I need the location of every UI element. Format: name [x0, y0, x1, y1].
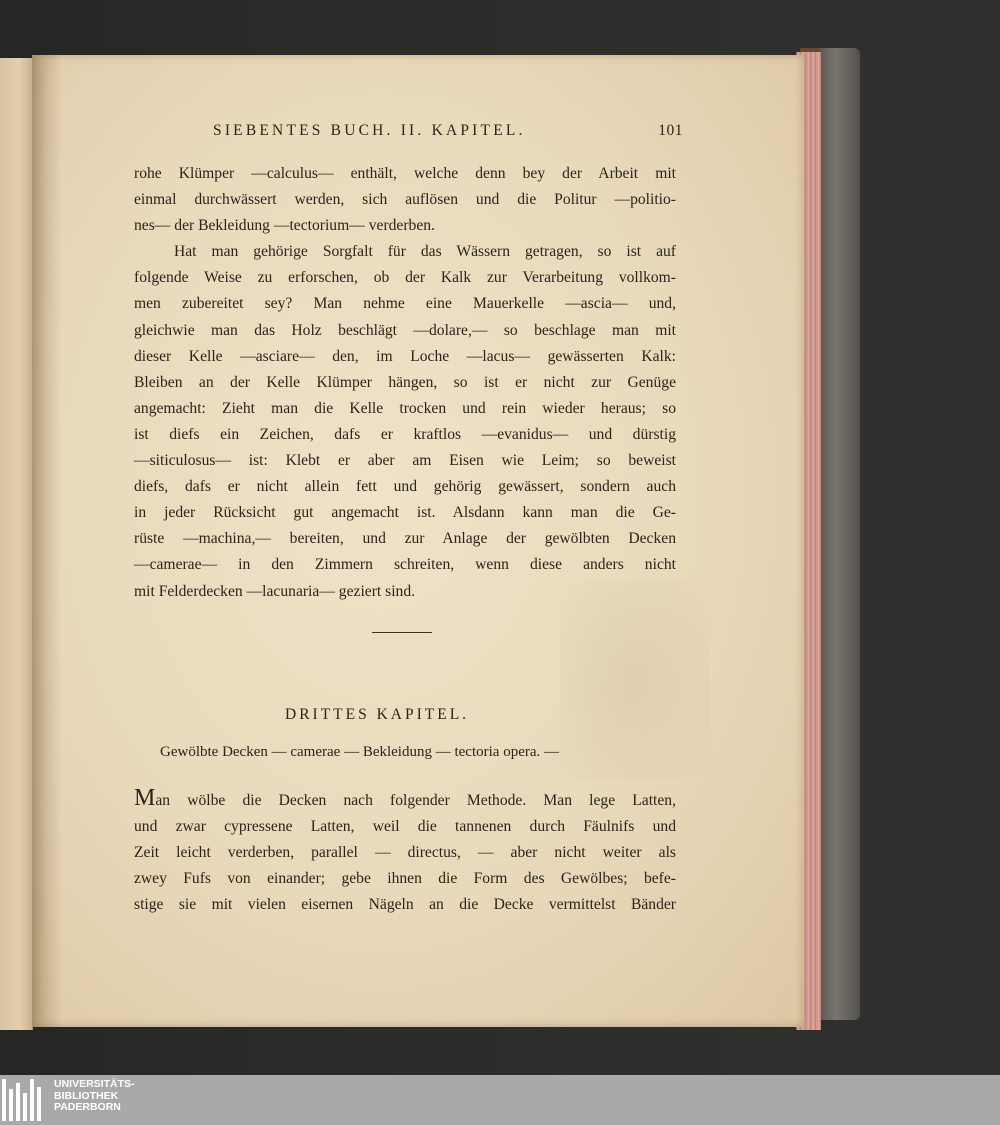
text-line: zwey Fufs von einander; gebe ihnen die Form des Gewölbes; befe- — [134, 870, 676, 888]
library-line-1: UNIVERSITÄTS- — [54, 1078, 135, 1090]
book-cover — [820, 48, 860, 1020]
left-page-edge — [0, 58, 33, 1030]
paragraph-1 — [134, 161, 676, 605]
university-library-bars-logo-icon — [2, 1079, 48, 1121]
text-line: Hat man gehörige Sorgfalt für das Wässern getragen, so ist auf — [174, 243, 676, 261]
text-line: stige sie mit vielen eisernen Nägeln an die Decke vermittelst Bänder — [134, 896, 676, 914]
paragraph-2 — [134, 785, 676, 918]
gutter-shadow — [32, 55, 62, 1027]
text-line: dieser Kelle —asciare— den, im Loche —lacus— gewässerten Kalk: — [134, 347, 676, 365]
running-head — [213, 122, 683, 144]
text-line: ist diefs ein Zeichen, dafs er kraftlos —evanidus— und dürstig — [134, 425, 676, 443]
footer-bar — [0, 1075, 1000, 1125]
text-line: in jeder Rücksicht gut angemacht ist. Alsdann kann man die Ge- — [134, 504, 676, 522]
text-line-rest: an wölbe die Decken nach folgender Methode. Man lege Latten, — [155, 792, 676, 809]
text-line: folgende Weise zu erforschen, ob der Kalk zur Verarbeitung vollkom- — [134, 269, 676, 287]
drop-cap: M — [134, 785, 156, 811]
text-line: Bleiben an der Kelle Klümper hängen, so ist er nicht zur Genüge — [134, 373, 676, 391]
text-line: —camerae— in den Zimmern schreiten, wenn diese anders nicht — [134, 556, 676, 574]
text-line: einmal durchwässert werden, sich auflösen und die Politur —politio- — [134, 191, 676, 209]
library-line-2: BIBLIOTHEK — [54, 1089, 119, 1102]
chapter-subtitle: Gewölbte Decken — camerae — Bekleidung — tectoria opera. — — [160, 744, 560, 760]
text-line: rüste —machina,— bereiten, und zur Anlage der gewölbten Decken — [134, 530, 676, 548]
text-line: —siticulosus— ist: Klebt er aber am Eisen wie Leim; so beweist — [134, 452, 676, 470]
running-title: SIEBENTES BUCH. II. KAPITEL. — [213, 122, 526, 139]
text-line: rohe Klümper —calculus— enthält, welche denn bey der Arbeit mit — [134, 165, 676, 182]
library-line-3: PADERBORN — [54, 1101, 121, 1113]
text-line: men zubereitet sey? Man nehme eine Mauerkelle —ascia— und, — [134, 295, 676, 313]
text-line: gleichwie man das Holz beschlägt —dolare,— so beschlage man mit — [134, 321, 676, 339]
library-logo-text — [54, 1079, 135, 1114]
text-line: nes— der Bekleidung —tectorium— verderben. — [134, 217, 435, 235]
page-number: 101 — [658, 122, 683, 139]
text-line: mit Felderdecken —lacunaria— geziert sind. — [134, 582, 416, 600]
text-line-first — [134, 785, 676, 814]
section-divider — [372, 632, 432, 633]
text-line: und zwar cypressene Latten, weil die tannenen durch Fäulnifs und — [134, 818, 676, 836]
text-line: diefs, dafs er nicht allein fett und gehörig gewässert, sondern auch — [134, 478, 676, 496]
chapter-heading: DRITTES KAPITEL. — [285, 706, 470, 723]
text-line: Zeit leicht verderben, parallel — directus, — aber nicht weiter als — [134, 844, 676, 862]
text-line: angemacht: Zieht man die Kelle trocken und rein wieder heraus; so — [134, 399, 676, 417]
